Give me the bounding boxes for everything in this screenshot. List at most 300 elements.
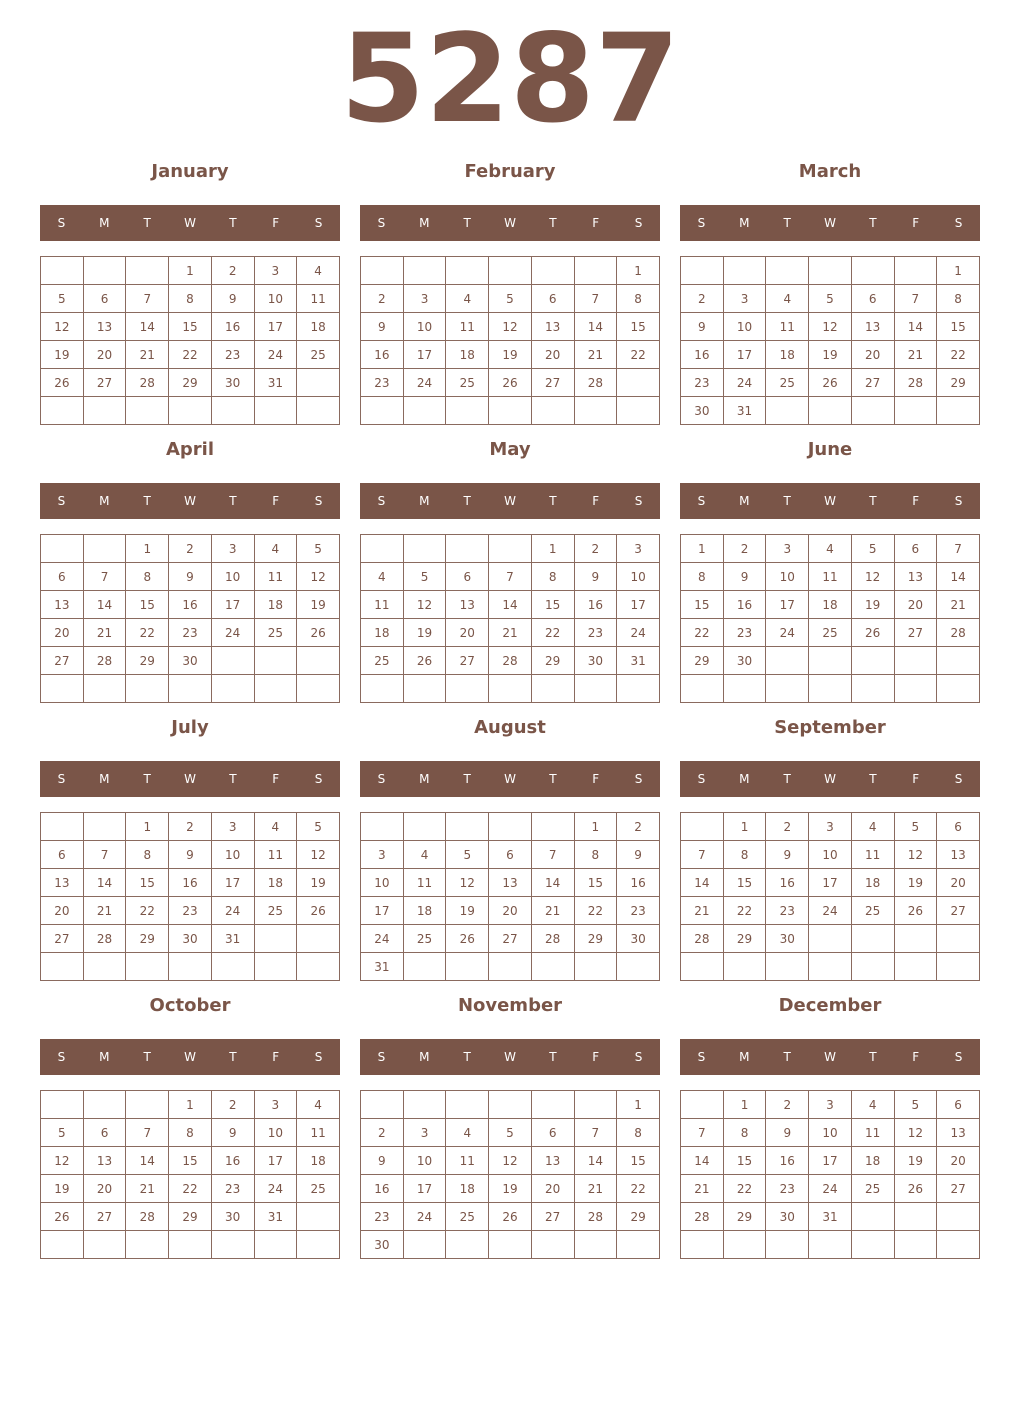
day-cell: 26	[809, 369, 852, 397]
week-row	[41, 369, 340, 397]
days-grid	[680, 256, 980, 425]
day-cell: 1	[681, 535, 724, 563]
day-cell: 6	[937, 1091, 980, 1119]
day-cell: 22	[126, 619, 169, 647]
empty-cell	[574, 1091, 617, 1119]
day-cell: 11	[403, 869, 446, 897]
empty-cell	[894, 647, 937, 675]
day-cell: 19	[297, 591, 340, 619]
day-cell: 27	[531, 1203, 574, 1231]
day-cell: 22	[126, 897, 169, 925]
day-cell: 14	[894, 313, 937, 341]
day-cell: 9	[211, 285, 254, 313]
weekday-label: S	[57, 216, 66, 230]
empty-cell	[489, 1091, 532, 1119]
day-cell: 14	[681, 1147, 724, 1175]
day-cell: 1	[531, 535, 574, 563]
day-cell: 14	[126, 1147, 169, 1175]
day-cell: 31	[254, 369, 297, 397]
week-row	[361, 313, 660, 341]
day-cell: 21	[126, 341, 169, 369]
days-grid	[40, 812, 340, 981]
day-cell: 1	[723, 1091, 766, 1119]
day-cell: 17	[403, 341, 446, 369]
day-cell: 30	[723, 647, 766, 675]
day-cell: 11	[446, 313, 489, 341]
empty-cell	[574, 1231, 617, 1259]
weekday-label: S	[954, 216, 963, 230]
week-row	[361, 341, 660, 369]
empty-cell	[937, 1203, 980, 1231]
weekday-label: S	[314, 216, 323, 230]
day-cell: 13	[937, 1119, 980, 1147]
day-cell: 4	[851, 1091, 894, 1119]
week-row	[41, 813, 340, 841]
day-cell: 26	[894, 1175, 937, 1203]
day-cell: 23	[681, 369, 724, 397]
day-cell: 28	[574, 369, 617, 397]
empty-cell	[681, 257, 724, 285]
day-cell: 8	[937, 285, 980, 313]
day-cell: 5	[41, 285, 84, 313]
day-cell: 2	[574, 535, 617, 563]
empty-cell	[83, 953, 126, 981]
weekday-label: M	[739, 772, 750, 786]
weekday-header	[40, 761, 340, 797]
day-cell: 6	[894, 535, 937, 563]
day-cell: 21	[681, 1175, 724, 1203]
weekday-label: S	[377, 494, 386, 508]
weekday-label: S	[634, 1050, 643, 1064]
day-cell: 14	[83, 869, 126, 897]
weekday-label: F	[272, 772, 280, 786]
day-cell: 24	[723, 369, 766, 397]
weekday-label: S	[314, 1050, 323, 1064]
day-cell: 11	[446, 1147, 489, 1175]
weekday-label: F	[272, 216, 280, 230]
day-cell: 11	[254, 841, 297, 869]
day-cell: 1	[126, 813, 169, 841]
day-cell: 1	[574, 813, 617, 841]
day-cell: 3	[617, 535, 660, 563]
day-cell: 8	[126, 563, 169, 591]
weekday-label: M	[99, 772, 110, 786]
week-row	[41, 257, 340, 285]
day-cell: 1	[126, 535, 169, 563]
empty-cell	[851, 953, 894, 981]
day-cell: 24	[254, 1175, 297, 1203]
empty-cell	[574, 257, 617, 285]
day-cell: 7	[574, 285, 617, 313]
week-row	[361, 869, 660, 897]
day-cell: 6	[531, 1119, 574, 1147]
empty-cell	[894, 397, 937, 425]
day-cell: 22	[531, 619, 574, 647]
day-cell: 10	[211, 563, 254, 591]
weekday-label: M	[99, 1050, 110, 1064]
empty-cell	[361, 1091, 404, 1119]
empty-cell	[297, 1203, 340, 1231]
empty-cell	[489, 675, 532, 703]
weekday-label: W	[504, 216, 516, 230]
week-row	[361, 535, 660, 563]
weekday-label: T	[783, 772, 791, 786]
day-cell: 30	[681, 397, 724, 425]
empty-cell	[681, 1091, 724, 1119]
empty-cell	[41, 257, 84, 285]
week-row	[41, 285, 340, 313]
days-grid	[360, 256, 660, 425]
day-cell: 20	[83, 341, 126, 369]
day-cell: 13	[446, 591, 489, 619]
empty-cell	[531, 813, 574, 841]
empty-cell	[446, 397, 489, 425]
empty-cell	[851, 397, 894, 425]
weekday-label: S	[634, 494, 643, 508]
empty-cell	[446, 675, 489, 703]
empty-cell	[83, 397, 126, 425]
day-cell: 12	[489, 1147, 532, 1175]
day-cell: 21	[126, 1175, 169, 1203]
day-cell: 20	[851, 341, 894, 369]
empty-cell	[361, 535, 404, 563]
week-row	[41, 953, 340, 981]
day-cell: 29	[617, 1203, 660, 1231]
weekday-label: T	[549, 216, 557, 230]
day-cell: 7	[681, 841, 724, 869]
day-cell: 24	[403, 369, 446, 397]
day-cell: 15	[126, 869, 169, 897]
day-cell: 3	[254, 257, 297, 285]
empty-cell	[403, 953, 446, 981]
weekday-label: W	[184, 1050, 196, 1064]
weekday-label: T	[463, 494, 471, 508]
day-cell: 2	[766, 813, 809, 841]
empty-cell	[41, 953, 84, 981]
day-cell: 25	[254, 897, 297, 925]
week-row	[361, 953, 660, 981]
day-cell: 14	[574, 1147, 617, 1175]
week-row	[361, 397, 660, 425]
day-cell: 9	[681, 313, 724, 341]
empty-cell	[531, 675, 574, 703]
empty-cell	[169, 1231, 212, 1259]
empty-cell	[361, 675, 404, 703]
day-cell: 10	[254, 285, 297, 313]
day-cell: 17	[403, 1175, 446, 1203]
day-cell: 9	[361, 1147, 404, 1175]
empty-cell	[809, 675, 852, 703]
day-cell: 13	[937, 841, 980, 869]
day-cell: 9	[723, 563, 766, 591]
day-cell: 16	[766, 869, 809, 897]
day-cell: 13	[894, 563, 937, 591]
empty-cell	[126, 953, 169, 981]
day-cell: 27	[41, 925, 84, 953]
day-cell: 20	[531, 341, 574, 369]
empty-cell	[894, 1231, 937, 1259]
day-cell: 20	[41, 897, 84, 925]
day-cell: 6	[83, 285, 126, 313]
day-cell: 5	[41, 1119, 84, 1147]
day-cell: 24	[617, 619, 660, 647]
weekday-label: S	[697, 494, 706, 508]
day-cell: 2	[723, 535, 766, 563]
day-cell: 15	[169, 1147, 212, 1175]
day-cell: 26	[446, 925, 489, 953]
weekday-label: T	[869, 494, 877, 508]
weekday-label: S	[697, 1050, 706, 1064]
weekday-header	[360, 483, 660, 519]
day-cell: 21	[574, 1175, 617, 1203]
weekday-label: T	[229, 216, 237, 230]
empty-cell	[41, 397, 84, 425]
day-cell: 11	[361, 591, 404, 619]
day-cell: 3	[361, 841, 404, 869]
week-row	[361, 563, 660, 591]
day-cell: 18	[403, 897, 446, 925]
day-cell: 6	[851, 285, 894, 313]
day-cell: 22	[574, 897, 617, 925]
day-cell: 2	[169, 535, 212, 563]
week-row	[41, 563, 340, 591]
weekday-label: T	[229, 772, 237, 786]
day-cell: 5	[297, 813, 340, 841]
weekday-label: T	[143, 1050, 151, 1064]
day-cell: 1	[169, 257, 212, 285]
empty-cell	[489, 397, 532, 425]
day-cell: 29	[574, 925, 617, 953]
day-cell: 17	[254, 313, 297, 341]
weekday-label: S	[57, 772, 66, 786]
day-cell: 23	[361, 1203, 404, 1231]
day-cell: 2	[211, 1091, 254, 1119]
empty-cell	[297, 675, 340, 703]
weekday-label: F	[912, 772, 920, 786]
weekday-label: T	[143, 494, 151, 508]
day-cell: 11	[766, 313, 809, 341]
day-cell: 3	[809, 813, 852, 841]
day-cell: 23	[211, 341, 254, 369]
day-cell: 3	[809, 1091, 852, 1119]
day-cell: 15	[937, 313, 980, 341]
day-cell: 15	[617, 1147, 660, 1175]
empty-cell	[937, 925, 980, 953]
week-row	[681, 1119, 980, 1147]
day-cell: 30	[766, 925, 809, 953]
day-cell: 1	[617, 257, 660, 285]
empty-cell	[254, 925, 297, 953]
weekday-label: T	[869, 216, 877, 230]
day-cell: 1	[723, 813, 766, 841]
day-cell: 13	[83, 1147, 126, 1175]
day-cell: 18	[851, 1147, 894, 1175]
weekday-label: T	[783, 216, 791, 230]
day-cell: 6	[937, 813, 980, 841]
empty-cell	[83, 813, 126, 841]
week-row	[361, 841, 660, 869]
day-cell: 2	[169, 813, 212, 841]
day-cell: 23	[766, 1175, 809, 1203]
day-cell: 6	[446, 563, 489, 591]
day-cell: 9	[169, 841, 212, 869]
day-cell: 20	[894, 591, 937, 619]
weekday-header	[680, 1039, 980, 1075]
week-row	[41, 675, 340, 703]
day-cell: 24	[211, 897, 254, 925]
week-row	[681, 619, 980, 647]
week-row	[681, 869, 980, 897]
day-cell: 8	[169, 285, 212, 313]
day-cell: 24	[766, 619, 809, 647]
weekday-header	[680, 761, 980, 797]
empty-cell	[894, 1203, 937, 1231]
day-cell: 10	[211, 841, 254, 869]
week-row	[41, 341, 340, 369]
month-name: August	[474, 717, 546, 738]
day-cell: 25	[254, 619, 297, 647]
empty-cell	[83, 1091, 126, 1119]
week-row	[41, 1119, 340, 1147]
day-cell: 7	[489, 563, 532, 591]
weekday-label: T	[143, 772, 151, 786]
days-grid	[360, 1090, 660, 1259]
day-cell: 29	[126, 647, 169, 675]
weekday-label: S	[954, 772, 963, 786]
empty-cell	[297, 1231, 340, 1259]
empty-cell	[723, 1231, 766, 1259]
day-cell: 30	[211, 369, 254, 397]
week-row	[681, 1203, 980, 1231]
weekday-label: F	[912, 494, 920, 508]
empty-cell	[681, 675, 724, 703]
empty-cell	[489, 535, 532, 563]
day-cell: 16	[169, 591, 212, 619]
day-cell: 16	[361, 341, 404, 369]
empty-cell	[169, 675, 212, 703]
week-row	[41, 1175, 340, 1203]
week-row	[41, 619, 340, 647]
empty-cell	[403, 257, 446, 285]
day-cell: 8	[531, 563, 574, 591]
weekday-label: T	[229, 494, 237, 508]
day-cell: 12	[297, 841, 340, 869]
empty-cell	[937, 953, 980, 981]
day-cell: 14	[574, 313, 617, 341]
month-name: January	[151, 161, 229, 182]
day-cell: 4	[297, 1091, 340, 1119]
weekday-header	[40, 1039, 340, 1075]
weekday-label: W	[504, 772, 516, 786]
day-cell: 12	[41, 313, 84, 341]
empty-cell	[617, 953, 660, 981]
weekday-label: T	[549, 494, 557, 508]
day-cell: 1	[169, 1091, 212, 1119]
day-cell: 12	[809, 313, 852, 341]
weekday-label: W	[824, 772, 836, 786]
empty-cell	[574, 675, 617, 703]
month-name: April	[165, 439, 215, 460]
empty-cell	[403, 535, 446, 563]
day-cell: 23	[617, 897, 660, 925]
day-cell: 30	[766, 1203, 809, 1231]
day-cell: 30	[361, 1231, 404, 1259]
week-row	[681, 1091, 980, 1119]
day-cell: 24	[211, 619, 254, 647]
day-cell: 23	[766, 897, 809, 925]
day-cell: 11	[809, 563, 852, 591]
week-row	[361, 1175, 660, 1203]
day-cell: 27	[41, 647, 84, 675]
day-cell: 18	[297, 313, 340, 341]
weekday-label: S	[377, 216, 386, 230]
day-cell: 20	[531, 1175, 574, 1203]
day-cell: 19	[446, 897, 489, 925]
week-row	[361, 1147, 660, 1175]
empty-cell	[766, 675, 809, 703]
week-row	[681, 257, 980, 285]
week-row	[361, 285, 660, 313]
week-row	[681, 897, 980, 925]
day-cell: 30	[169, 925, 212, 953]
empty-cell	[894, 925, 937, 953]
weekday-label: M	[419, 1050, 430, 1064]
empty-cell	[766, 647, 809, 675]
empty-cell	[403, 675, 446, 703]
day-cell: 16	[361, 1175, 404, 1203]
day-cell: 18	[297, 1147, 340, 1175]
week-row	[681, 1231, 980, 1259]
empty-cell	[297, 925, 340, 953]
days-grid	[360, 534, 660, 703]
day-cell: 15	[574, 869, 617, 897]
weekday-label: T	[869, 1050, 877, 1064]
week-row	[361, 1203, 660, 1231]
day-cell: 16	[574, 591, 617, 619]
weekday-label: W	[184, 772, 196, 786]
week-row	[361, 1119, 660, 1147]
weekday-label: M	[419, 494, 430, 508]
weekday-label: S	[697, 772, 706, 786]
week-row	[41, 1091, 340, 1119]
empty-cell	[83, 257, 126, 285]
weekday-label: M	[419, 772, 430, 786]
day-cell: 7	[83, 841, 126, 869]
day-cell: 29	[169, 1203, 212, 1231]
day-cell: 6	[489, 841, 532, 869]
day-cell: 23	[211, 1175, 254, 1203]
day-cell: 20	[937, 869, 980, 897]
day-cell: 15	[617, 313, 660, 341]
day-cell: 31	[254, 1203, 297, 1231]
empty-cell	[361, 257, 404, 285]
day-cell: 20	[489, 897, 532, 925]
day-cell: 23	[361, 369, 404, 397]
days-grid	[680, 1090, 980, 1259]
empty-cell	[446, 535, 489, 563]
empty-cell	[254, 397, 297, 425]
day-cell: 28	[126, 1203, 169, 1231]
weekday-header	[680, 483, 980, 519]
day-cell: 31	[617, 647, 660, 675]
day-cell: 17	[211, 869, 254, 897]
day-cell: 25	[297, 1175, 340, 1203]
day-cell: 5	[851, 535, 894, 563]
weekday-header	[360, 761, 660, 797]
weekday-label: M	[739, 1050, 750, 1064]
day-cell: 22	[681, 619, 724, 647]
day-cell: 27	[446, 647, 489, 675]
